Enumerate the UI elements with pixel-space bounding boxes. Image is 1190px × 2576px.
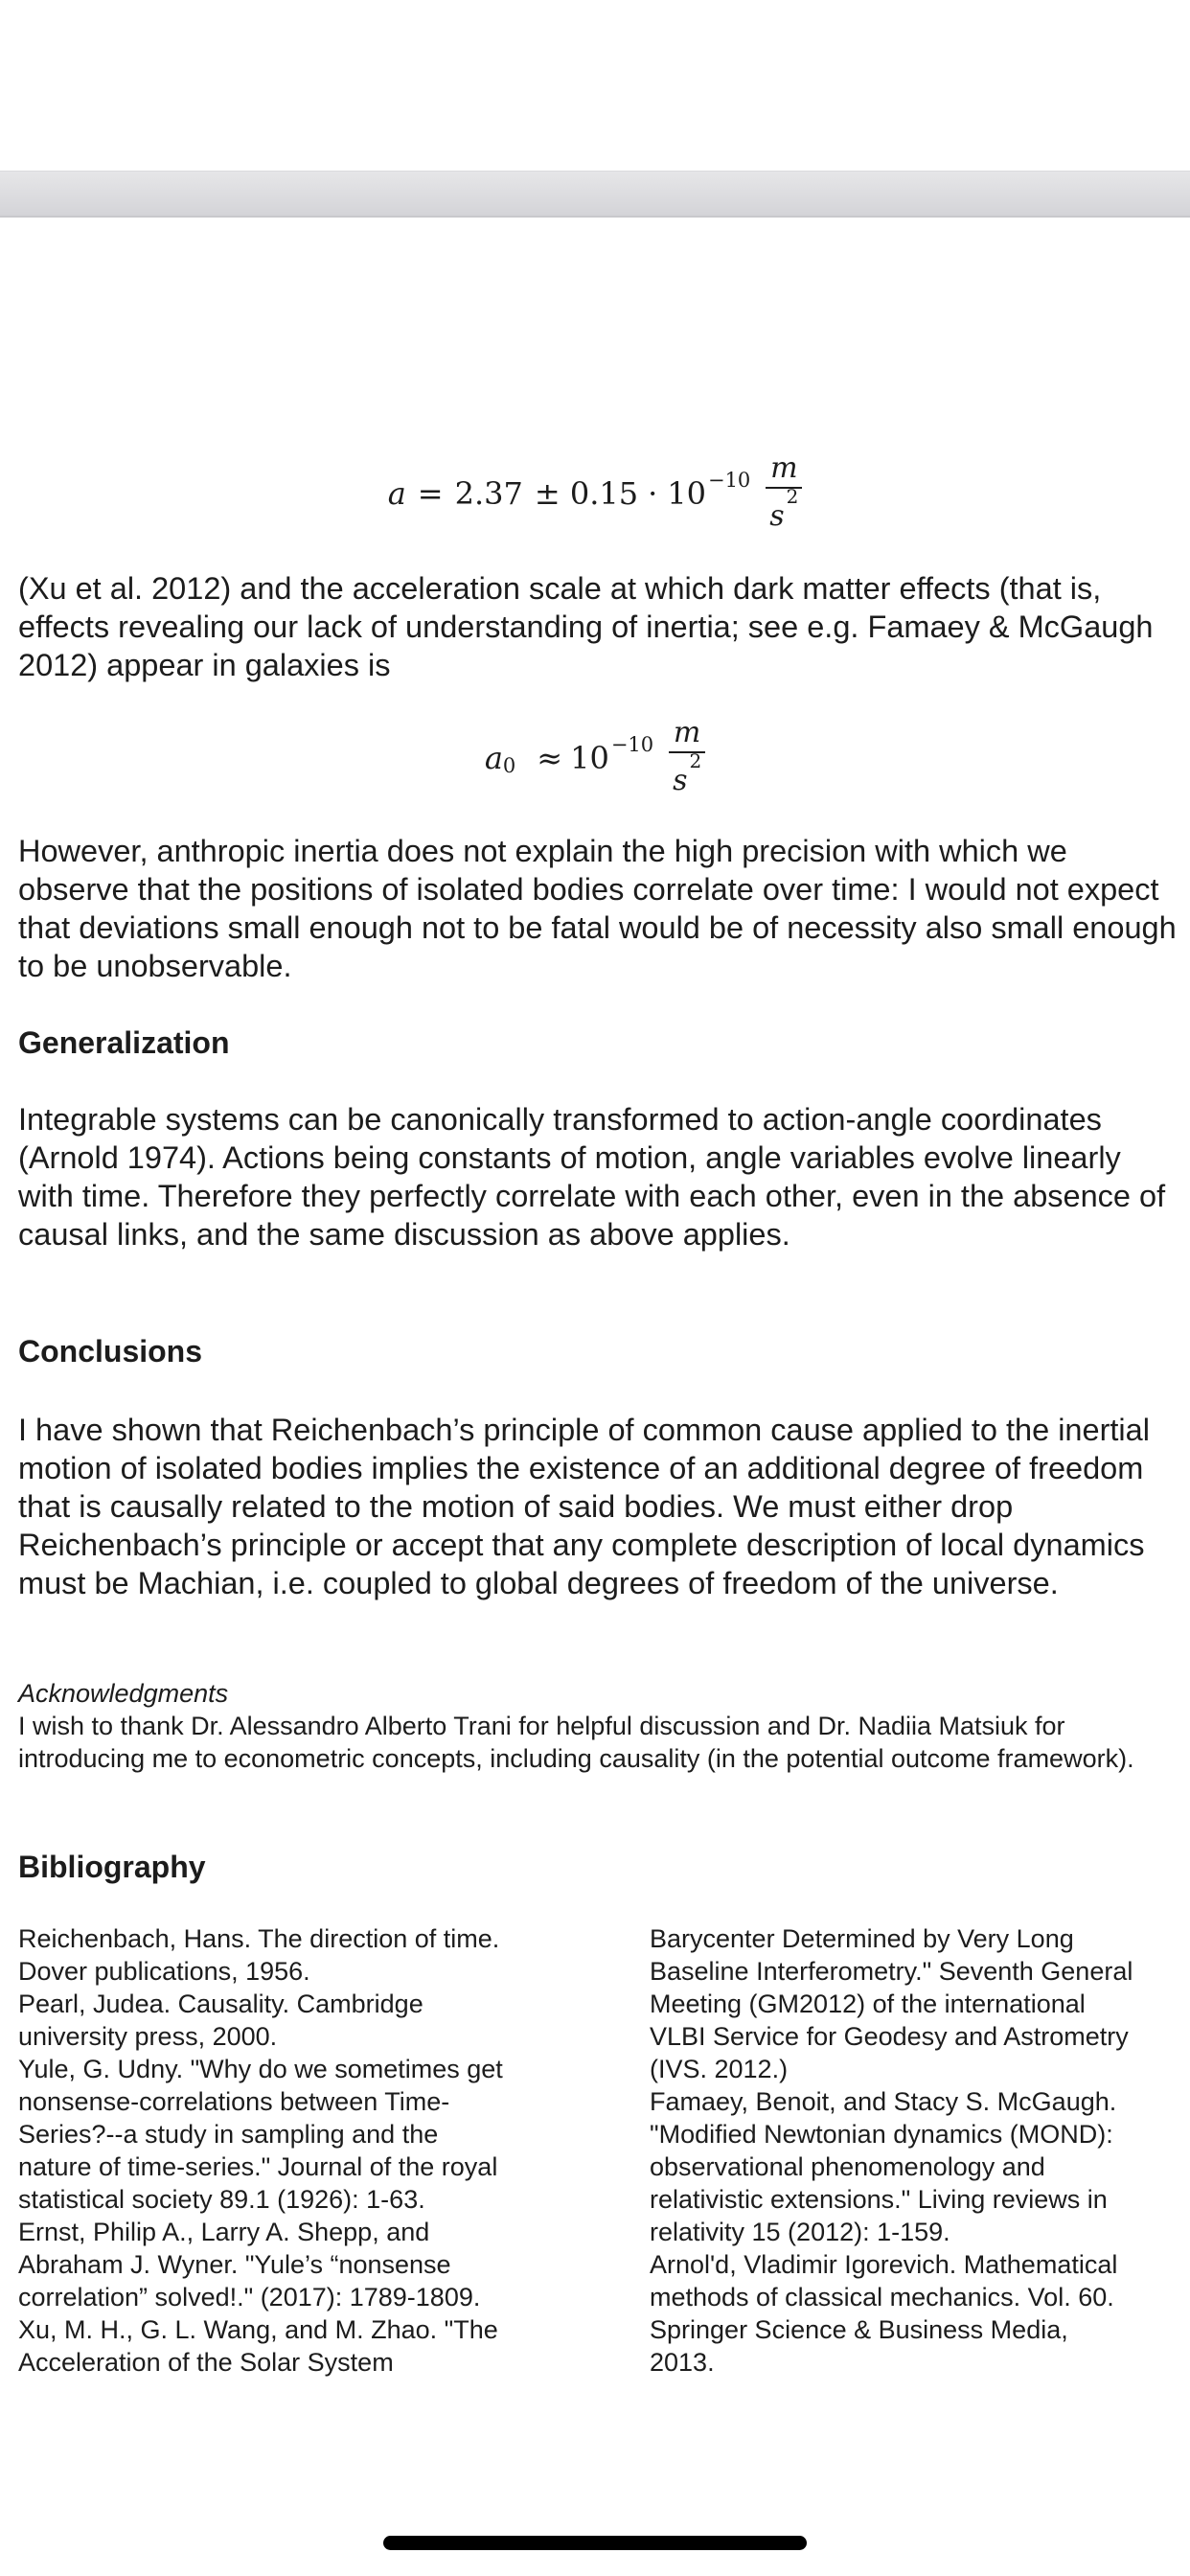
bibliography-left-column — [18, 1922, 555, 2379]
bibliography-line: Xu, M. H., G. L. Wang, and M. Zhao. "The — [18, 2315, 498, 2344]
bibliography-line: observational phenomenology and — [650, 2152, 1045, 2181]
bibliography-line: Arnol'd, Vladimir Igorevich. Mathematical — [650, 2250, 1118, 2279]
eq2-exponent: −10 — [610, 732, 654, 756]
eq2-unit-fraction — [669, 715, 705, 800]
bibliography-line: relativistic extensions." Living reviews in — [650, 2185, 1108, 2214]
eq1-unit-fraction — [766, 450, 802, 536]
acknowledgments-title: Acknowledgments — [18, 1679, 229, 1708]
equation-acceleration-scale — [0, 715, 1190, 800]
bibliography-right-column — [650, 1922, 1186, 2379]
bibliography-line: statistical society 89.1 (1926): 1-63. — [18, 2185, 425, 2214]
bibliography-line: (IVS. 2012.) — [650, 2055, 789, 2083]
eq1-equals: = — [417, 474, 444, 512]
bibliography-line: Ernst, Philip A., Larry A. Shepp, and — [18, 2218, 430, 2246]
bibliography-line: Baseline Interferometry." Seventh General — [650, 1957, 1133, 1986]
bibliography-line: Springer Science & Business Media, — [650, 2315, 1068, 2344]
eq2-unit-den: s — [673, 764, 688, 797]
home-indicator[interactable] — [383, 2536, 807, 2550]
eq2-lhs: a — [484, 739, 503, 776]
bibliography-line: 2013. — [650, 2348, 715, 2377]
eq1-pm: ± 0.15 — [534, 474, 639, 512]
bibliography-line: Abraham J. Wyner. "Yule’s “nonsense — [18, 2250, 451, 2279]
eq2-approx: ≈ — [537, 739, 563, 776]
bibliography-line: Series?--a study in sampling and the — [18, 2120, 439, 2149]
heading-conclusions: Conclusions — [18, 1334, 203, 1368]
bibliography-line: nonsense-correlations between Time- — [18, 2087, 450, 2116]
heading-bibliography: Bibliography — [18, 1850, 206, 1884]
eq1-unit-den-exp: 2 — [786, 485, 799, 508]
eq2-unit-num: m — [673, 716, 701, 749]
paragraph-conclusions: I have shown that Reichenbach’s principle of common cause applied to the inertial motion of isolated bodies implies the existence of an additional degree of freedom that is causally related to the motion of said bodies. We must either drop Reichenbach’s principle or accept that any complete description of local dynamics must be Machian, i.e. coupled to global degrees of freedom of the universe. — [18, 1413, 1150, 1600]
equation-acceleration — [0, 450, 1190, 536]
acknowledgments-text: I wish to thank Dr. Alessandro Alberto Trani for helpful discussion and Dr. Nadiia Matsiuk for introducing me to econometric concepts, including causality (in the potential outcome framework). — [18, 1712, 1134, 1773]
eq2-base: 10 — [570, 739, 609, 776]
eq1-exponent: −10 — [707, 468, 751, 492]
paragraph-dark-matter: (Xu et al. 2012) and the acceleration scale at which dark matter effects (that is, effects revealing our lack of understanding of inertia; see e.g. Famaey & McGaugh 2012) appear in galaxies is — [18, 571, 1154, 682]
bibliography-line: Acceleration of the Solar System — [18, 2348, 394, 2377]
bibliography-line: Barycenter Determined by Very Long — [650, 1924, 1074, 1953]
heading-generalization: Generalization — [18, 1025, 230, 1060]
bibliography-line: relativity 15 (2012): 1-159. — [650, 2218, 950, 2246]
bibliography-line: "Modified Newtonian dynamics (MOND): — [650, 2120, 1113, 2149]
eq1-lhs: a — [387, 474, 406, 512]
paragraph-integrable-systems: Integrable systems can be canonically transformed to action-angle coordinates (Arnold 1974). Actions being constants of motion, angle variables evolve linearly with time. Therefore they perfectly correlate with each other, even in the absence of causal links, and the same discussion as above applies. — [18, 1102, 1166, 1252]
bibliography-line: nature of time-series." Journal of the royal — [18, 2152, 498, 2181]
eq1-unit-num: m — [770, 451, 798, 485]
bibliography-line: Reichenbach, Hans. The direction of time. — [18, 1924, 500, 1953]
bibliography-line: Pearl, Judea. Causality. Cambridge — [18, 1990, 423, 2018]
bibliography-line: university press, 2000. — [18, 2022, 278, 2051]
eq1-times: · — [648, 474, 658, 512]
bibliography-line: Yule, G. Udny. "Why do we sometimes get — [18, 2055, 503, 2083]
bibliography-line: VLBI Service for Geodesy and Astrometry — [650, 2022, 1129, 2051]
bibliography-line: Famaey, Benoit, and Stacy S. McGaugh. — [650, 2087, 1117, 2116]
eq1-value: 2.37 — [454, 474, 523, 512]
paragraph-anthropic-inertia: However, anthropic inertia does not explain the high precision with which we observe that the positions of isolated bodies correlate over time: I would not expect that deviations small enough not to be fatal would be of necessity also small enough to be unobservable. — [18, 834, 1177, 983]
eq1-unit-den: s — [769, 499, 785, 533]
top-toolbar-bar — [0, 171, 1190, 218]
eq1-base: 10 — [667, 474, 706, 512]
bibliography-line: Dover publications, 1956. — [18, 1957, 310, 1986]
eq2-unit-den-exp: 2 — [689, 749, 702, 772]
bibliography-line: Meeting (GM2012) of the international — [650, 1990, 1086, 2018]
eq2-lhs-sub: 0 — [502, 753, 516, 777]
bibliography-line: methods of classical mechanics. Vol. 60. — [650, 2283, 1114, 2312]
bibliography-line: correlation” solved!." (2017): 1789-1809. — [18, 2283, 481, 2312]
